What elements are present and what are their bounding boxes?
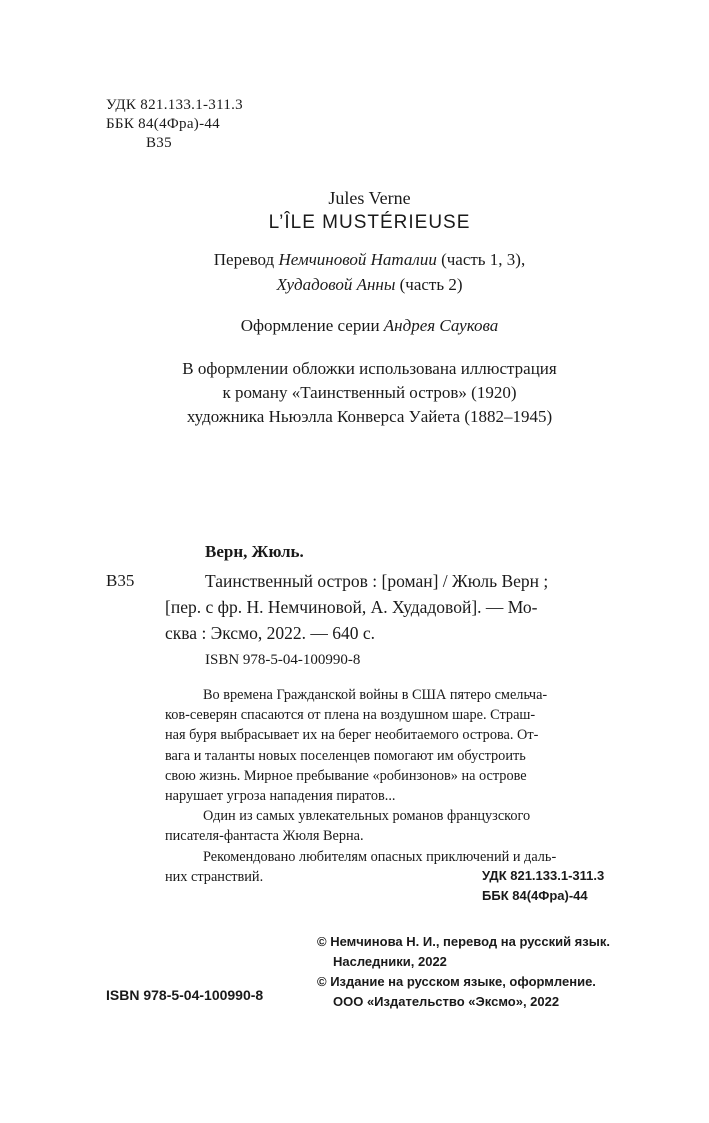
copyright-block: [317, 932, 610, 1012]
annotation-line: вага и таланты новых поселенцев помогают им обустроить: [165, 747, 526, 764]
cover-note-line: художника Ньюэлла Конверса Уайета (1882–1945): [186, 407, 553, 426]
annotation-line: Во времена Гражданской войны в США пятеро смельча-: [203, 687, 548, 703]
copyright-line: ООО «Издательство «Эксмо», 2022: [333, 994, 560, 1009]
translator-2: Худадовой Анны: [276, 275, 396, 294]
annotation-line: Один из самых увлекательных романов французского: [203, 808, 531, 825]
catalog-isbn: ISBN 978-5-04-100990-8: [205, 652, 361, 668]
translator-2-parts: (часть 2): [399, 275, 463, 294]
annotation-line: Рекомендовано любителям опасных приключений и даль-: [203, 848, 557, 865]
series-design-credit: [0, 314, 709, 338]
udk-code: УДК 821.133.1-311.3: [106, 97, 243, 113]
design-prefix: Оформление серии: [240, 316, 380, 335]
cover-illustration-note: [0, 357, 709, 429]
header-codes: [106, 96, 243, 153]
author-mark: В35: [146, 135, 172, 151]
annotation-line: свою жизнь. Мирное пребывание «робинзонов» на острове: [165, 767, 527, 784]
translator-1-parts: (часть 1, 3),: [441, 250, 526, 269]
annotation-line: нарушает угроза нападения пиратов...: [165, 788, 396, 805]
annotation-line: ная буря выбрасывает их на берег необитаемого острова. От-: [165, 727, 539, 744]
classification-codes: [482, 866, 604, 906]
annotation-line: писателя-фантаста Жюля Верна.: [165, 828, 364, 845]
catalog-description: [165, 568, 635, 646]
catalog-code: В35: [106, 571, 135, 590]
annotation: [165, 685, 633, 887]
udk-code: УДК 821.133.1-311.3: [482, 868, 605, 883]
catalog-author: Верн, Жюль.: [205, 542, 304, 561]
translation-credits: [0, 247, 709, 297]
annotation-line: них странствий.: [165, 868, 264, 885]
designer-name: Андрея Саукова: [383, 316, 499, 335]
cover-note-line: к роману «Таинственный остров» (1920): [222, 383, 517, 402]
copyright-line: © Немчинова Н. И., перевод на русский язык.: [317, 934, 610, 949]
cover-note-line: В оформлении обложки использована иллюстрация: [182, 359, 557, 378]
catalog-desc-line: [пер. с фр. Н. Немчиновой, А. Худадовой]. — Мо-: [165, 597, 538, 617]
catalog-desc-line: Таинственный остров : [роман] / Жюль Верн ;: [205, 571, 549, 591]
original-title: L’ÎLE MUSTÉRIEUSE: [268, 212, 471, 233]
isbn-bottom: ISBN 978-5-04-100990-8: [106, 987, 264, 1003]
translator-1: Немчиновой Наталии: [278, 250, 437, 269]
bbk-code: ББК 84(4Фра)-44: [482, 888, 588, 903]
annotation-line: ков-северян спасаются от плена на воздушном шаре. Страш-: [165, 707, 536, 724]
copyright-line: Наследники, 2022: [333, 954, 447, 969]
copyright-line: © Издание на русском языке, оформление.: [317, 974, 596, 989]
catalog-desc-line: сква : Эксмо, 2022. — 640 с.: [165, 623, 376, 643]
bbk-code: ББК 84(4Фра)-44: [106, 116, 220, 132]
translation-prefix: Перевод: [213, 250, 275, 269]
original-author: Jules Verne: [328, 188, 411, 208]
